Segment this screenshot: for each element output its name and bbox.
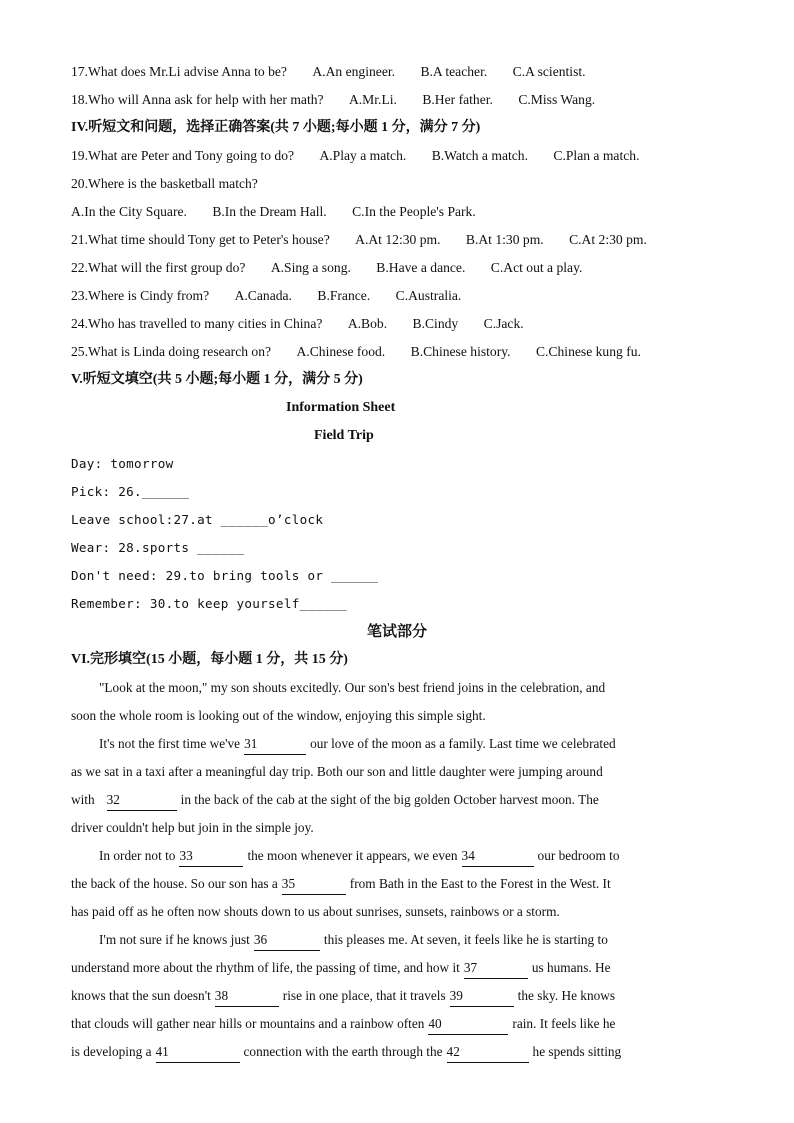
info-line-26: Pick: 26.______ (71, 484, 190, 499)
info-line-29: Don't need: 29.to bring tools or ______ (71, 568, 379, 583)
option-b: B.France. (317, 288, 371, 303)
option-b: B.A teacher. (420, 64, 488, 79)
passage-line: is developing a 41 connection with the earth through the 42 he spends sitting (71, 1038, 723, 1066)
option-b: B.Chinese history. (410, 344, 511, 359)
question-17: 17.What does Mr.Li advise Anna to be? A.An engineer. B.A teacher. C.A scientist. (71, 64, 586, 79)
passage-line: understand more about the rhythm of life, the passing of time, and how it 37 us humans. He (71, 954, 723, 982)
passage-line: It's not the first time we've 31 our love of the moon as a family. Last time we celebrated (71, 730, 723, 758)
section-5-title: V.听短文填空(共 5 小题;每小题 1 分，满分 5 分) (71, 372, 363, 387)
blank-42: 42 (447, 1042, 529, 1063)
question-22: 22.What will the first group do? A.Sing a song. B.Have a dance. C.Act out a play. (71, 260, 583, 275)
option-a: A.Play a match. (319, 148, 407, 163)
blank-39: 39 (450, 986, 514, 1007)
option-c: C.Australia. (395, 288, 462, 303)
option-c: C.Jack. (483, 316, 524, 331)
info-line-27: Leave school:27.at ______o’clock (71, 512, 324, 527)
written-part-title: 笔试部分 (366, 624, 427, 640)
option-b: B.Cindy (412, 316, 459, 331)
option-a: A.Mr.Li. (348, 92, 397, 107)
blank-36: 36 (254, 930, 320, 951)
info-line-28: Wear: 28.sports ______ (71, 540, 245, 555)
passage-line: the back of the house. So our son has a 35 from Bath in the East to the Forest in the West. It (71, 870, 723, 898)
option-b: B.At 1:30 pm. (465, 232, 544, 247)
passage-line: as we sat in a taxi after a meaningful day trip. Both our son and little daughter were jumping around (71, 764, 603, 779)
passage-line: knows that the sun doesn't 38 rise in one place, that it travels 39 the sky. He knows (71, 982, 723, 1010)
passage-line: In order not to 33 the moon whenever it appears, we even 34 our bedroom to (71, 842, 723, 870)
passage-line: soon the whole room is looking out of the window, enjoying this simple sight. (71, 708, 486, 723)
option-b: B.Watch a match. (431, 148, 528, 163)
info-sheet-subtitle: Field Trip (314, 428, 374, 443)
exam-page (71, 58, 723, 1066)
option-c: C.Chinese kung fu. (535, 344, 641, 359)
option-c: C.In the People's Park. (352, 204, 476, 219)
section-6-title: VI.完形填空(15 小题，每小题 1 分，共 15 分) (71, 652, 348, 667)
blank-40: 40 (428, 1014, 508, 1035)
blank-41: 41 (156, 1042, 240, 1063)
passage-line: has paid off as he often now shouts down to us about sunrises, sunsets, rainbows or a storm. (71, 904, 560, 919)
info-sheet-title: Information Sheet (286, 400, 396, 415)
option-c: C.At 2:30 pm. (569, 232, 647, 247)
blank-38: 38 (215, 986, 279, 1007)
option-a: A.At 12:30 pm. (355, 232, 441, 247)
info-sheet (71, 450, 723, 618)
blank-32: 32 (107, 790, 177, 811)
option-b: B.Have a dance. (376, 260, 466, 275)
blank-33: 33 (179, 846, 243, 867)
question-19: 19.What are Peter and Tony going to do? A.Play a match. B.Watch a match. C.Plan a match. (71, 148, 640, 163)
question-24: 24.Who has travelled to many cities in China? A.Bob. B.Cindy C.Jack. (71, 316, 524, 331)
option-c: C.Plan a match. (553, 148, 640, 163)
option-a: A.Canada. (234, 288, 292, 303)
option-a: A.An engineer. (312, 64, 396, 79)
option-b: B.In the Dream Hall. (212, 204, 327, 219)
question-20-options (71, 198, 723, 226)
blank-34: 34 (462, 846, 534, 867)
option-a: A.In the City Square. (71, 204, 187, 219)
question-21: 21.What time should Tony get to Peter's house? A.At 12:30 pm. B.At 1:30 pm. C.At 2:30 pm. (71, 232, 647, 247)
option-a: A.Chinese food. (296, 344, 386, 359)
passage-line: with 32 in the back of the cab at the sight of the big golden October harvest moon. The (71, 786, 723, 814)
question-18: 18.Who will Anna ask for help with her math? A.Mr.Li. B.Her father. C.Miss Wang. (71, 92, 596, 107)
cloze-passage (71, 674, 723, 1066)
question-23: 23.Where is Cindy from? A.Canada. B.France. C.Australia. (71, 288, 462, 303)
question-20: 20.Where is the basketball match? (71, 176, 258, 191)
option-c: C.A scientist. (512, 64, 586, 79)
info-line-day: Day: tomorrow (71, 456, 174, 471)
option-c: C.Act out a play. (490, 260, 583, 275)
passage-line: I'm not sure if he knows just 36 this pleases me. At seven, it feels like he is starting to (71, 926, 723, 954)
option-b: B.Her father. (422, 92, 493, 107)
info-line-30: Remember: 30.to keep yourself______ (71, 596, 347, 611)
passage-line: "Look at the moon," my son shouts excitedly. Our son's best friend joins in the celebration, and (99, 680, 606, 695)
question-25: 25.What is Linda doing research on? A.Chinese food. B.Chinese history. C.Chinese kung fu. (71, 344, 641, 359)
option-c: C.Miss Wang. (518, 92, 596, 107)
section-4-title: IV.听短文和问题，选择正确答案(共 7 小题;每小题 1 分，满分 7 分) (71, 120, 481, 135)
blank-31: 31 (244, 734, 306, 755)
passage-line: driver couldn't help but join in the simple joy. (71, 820, 314, 835)
passage-line: that clouds will gather near hills or mountains and a rainbow often 40 rain. It feels like he (71, 1010, 723, 1038)
option-a: A.Sing a song. (270, 260, 351, 275)
blank-37: 37 (464, 958, 528, 979)
blank-35: 35 (282, 874, 346, 895)
option-a: A.Bob. (347, 316, 388, 331)
